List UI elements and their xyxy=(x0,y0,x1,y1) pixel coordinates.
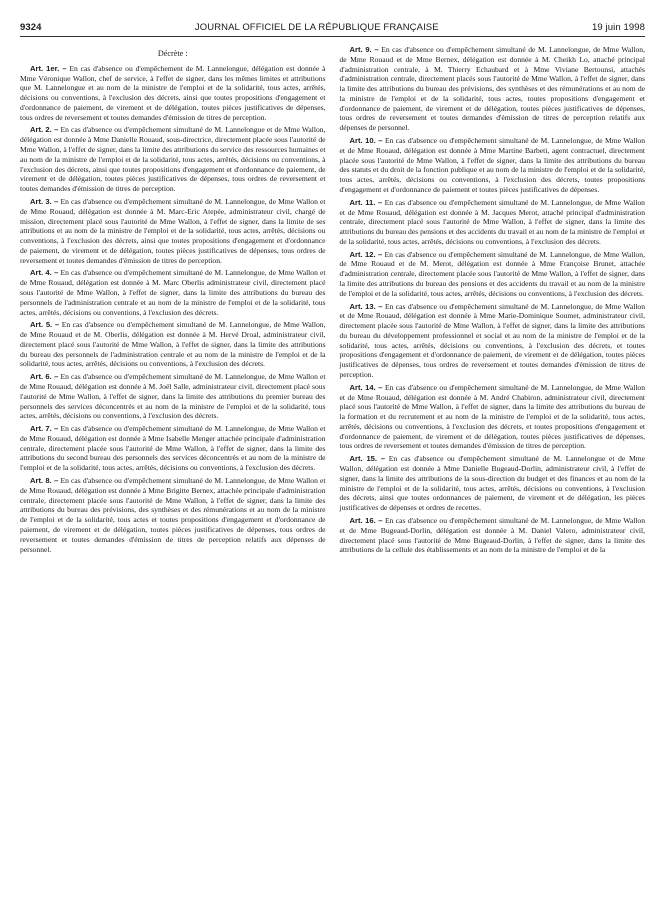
article-label: Art. 11. – xyxy=(349,197,383,207)
article-6 xyxy=(20,372,326,421)
article-columns xyxy=(20,45,645,558)
article-7 xyxy=(20,424,326,473)
article-text: En cas d'absence ou d'empêchement simultané de M. Lannelongue, de Mme Wallon et de Mme Rouaud, délégation est donnée à Mme Brigitte Bernex, attachée principale d'administration centrale, directement placée sous l'autorité de Mme Wallon, à l'effet de signer, dans la limite des attributions du bureau des prévisions, des synthèses et des rémunérations et au nom de la ministre de l'emploi et de la solidarité, tous actes et toutes propositions d'engagement et d'ordonnance de paiement, de virement et de délégation, toutes pièces justificatives de dépenses, tous ordres de reversement et toutes demandes d'émission de titres de perception relatifs aux dépenses de personnel. xyxy=(20,476,326,554)
article-text: En cas d'absence ou d'empêchement simultané de M. Lannelongue, de Mme Wallon et de Mme Rouaud, délégation est donnée à Mme Martine Barbeti, agent contractuel, directement placée sous l'autorité de Mme Wallon, à l'effet de signer, dans la limite des attributions du bureau des statuts et du droit de la fonction publique et au nom de la ministre de l'emploi et de la solidarité, tous actes, arrêtés, décisions ou conventions, à l'exclusion des décrets, toutes propositions d'engagement et d'ordonnance de paiement et toutes pièces justificatives de dépenses. xyxy=(339,136,646,194)
article-15 xyxy=(340,454,646,513)
article-text: En cas d'absence ou d'empêchement simultané de M. Lannelongue, de Mme Wallon et de Mme Rouaud, délégation est donnée à M. Joël Salle, administrateur civil, directement placé sous l'autorité de Mme Wallon, à l'effet de signer, dans la limite des attributions du premier bureau des personnels des services déconcentrés et au nom de la ministre de l'emploi et de la solidarité, tous actes, arrêtés, décisions ou conventions, à l'exclusion des décrets. xyxy=(20,372,326,421)
article-label: Art. 2. – xyxy=(30,125,59,135)
article-label: Art. 5. – xyxy=(30,320,60,330)
article-text: En cas d'absence ou d'empêchement simultané de M. Lannelongue, de Mme Wallon et de Mme Rouaud, délégation est donnée à Mme Isabelle Menger attachée principale d'administration centrale, directement placée sous l'autorité de Mme Wallon, à l'effet de signer, dans la limite des attributions du second bureau des personnels des services déconcentrés et au nom de la ministre de l'emploi et de la solidarité, tous actes, arrêtés, décisions ou conventions, à l'exclusion des décrets. xyxy=(20,424,326,473)
article-text: En cas d'absence ou d'empêchement simultané de M. Lannelongue, de Mme Wallon et de Mme Rouaud, délégation est donnée à Mme Marie-Dominique Soumet, administrateur civil, directement placée sous l'autorité de Mme Wallon, à l'effet de signer, dans la limite des attributions du bureau du développement professionnel et social et au nom de la ministre de l'emploi et de la solidarité, tous actes, arrêtés, décisions ou conventions, à l'exclusion des décrets, et toutes propositions d'engagement et d'ordonnance de paiement, de virement et de délégation, toutes pièces justificatives de dépenses, tous ordres de reversement et toutes demandes d'émission de titres de perception. xyxy=(339,301,646,379)
article-text: En cas d'absence ou d'empêchement simultané de M. Lannelongue et de Mme Wallon, délégation est donnée à Mme Danielle Rouaud, sous-directrice, directement placée sous l'autorité de Mme Wallon, à l'effet de signer, dans la limite des attributions du service des ressources humaines et au nom de la ministre de l'emploi et de la solidarité, tous actes, arrêtés, décisions ou conventions, à l'exclusion des décrets, ainsi que toutes propositions d'engagement et d'ordonnance de paiement, de virement et de délégation, toutes pièces justificatives de dépenses, tous ordres de reversement et toutes demandes d'émission de titres de perception. xyxy=(20,125,326,194)
page-number: 9324 xyxy=(20,22,42,33)
article-label: Art. 3. – xyxy=(30,196,59,206)
page-header xyxy=(20,22,645,37)
article-text: En cas d'absence ou d'empêchement simultané de M. Lannelongue, de Mme Wallon, de Mme Rouaud et de Mme Bernex, délégation est donnée à M. Cheikh Lo, attaché principal d'administration centrale, à M. Thierry Echaubard et à Mme Viviane Bertounsi, attachés d'administration centrale, directement placés sous l'autorité de Mme Wallon, à l'effet de signer, dans la limite des attributions du bureau des prévisions, des synthèses et des rémunérations et au nom de la ministre de l'emploi et de la solidarité, tous actes, toutes propositions d'engagement et d'ordonnance de paiement, de virement et de délégation, toutes pièces justificatives de dépenses, tous ordres de reversement et toutes demandes d'émission de titres de perception relatifs aux dépenses de personnel. xyxy=(339,45,646,133)
article-label: Art. 7. – xyxy=(30,424,59,434)
article-label: Art. 4. – xyxy=(30,268,59,278)
article-14 xyxy=(340,383,646,451)
article-12 xyxy=(340,250,646,299)
article-label: Art. 10. – xyxy=(349,136,383,146)
article-text: En cas d'absence ou d'empêchement simultané de M. Lannelongue, de Mme Wallon, de Mme Rouaud et de M. Merot, délégation est donnée à Mme Françoise Brunet, attachée d'administration centrale, directement placée sous l'autorité de Mme Wallon, à l'effet de signer, dans la limite des attributions du bureau des pensions et des accidents du travail et au nom de la ministre de l'emploi et de la solidarité, tous actes, arrêtés, décisions ou conventions, à l'exclusion des décrets. xyxy=(339,249,646,298)
article-10 xyxy=(340,136,646,195)
article-text: En cas d'absence ou d'empêchement simultané de M. Lannelongue et de Mme Wallon, délégation est donnée à Mme Danielle Bugeaud-Dorlin, administrateur civil, à l'effet de signer, dans la limite des attributions de la sous-direction du budget et des finances et au nom de la ministre de l'emploi et de la solidarité, tous actes, arrêtés, décisions ou conventions, à l'exclusion des décrets, ainsi que toutes ordonnances de paiement, de virement et de délégation, les pièces justificatives de dépenses et ordres de recettes. xyxy=(339,454,645,513)
journal-title: JOURNAL OFFICIEL DE LA RÉPUBLIQUE FRANÇAISE xyxy=(194,22,439,33)
article-3 xyxy=(20,197,326,265)
article-label: Art. 1er. – xyxy=(30,63,67,73)
article-2 xyxy=(20,125,326,193)
article-4 xyxy=(20,268,326,317)
article-text: En cas d'absence ou d'empêchement simultané de M. Lannelongue, de Mme Wallon et de Mme Rouaud, délégation est donnée à M. Jacques Merot, attaché principal d'administration centrale, directement placé sous l'autorité de Mme Wallon, à l'effet de signer, dans la limite des attributions du bureau des pensions et des accidents du travail et au nom de la ministre de l'emploi et de la solidarité, tous actes, arrêtés, décisions ou conventions, à l'exclusion des décrets. xyxy=(339,197,645,246)
article-11 xyxy=(340,198,646,247)
article-label: Art. 15. – xyxy=(349,454,386,464)
article-text: En cas d'absence ou d'empêchement simultané de M. Lannelongue, de Mme Wallon et de Mme Rouaud, délégation est donnée à M. Marc-Eric Atepée, administrateur civil, chargé de mission, directement placé sous l'autorité de Mme Wallon, à l'effet de signer, dans la limite de ses attributions et au nom de la ministre de l'emploi et de la solidarité, tous actes, arrêtés, décisions ou conventions, à l'exclusion des décrets, ainsi que toutes propositions d'engagement et d'ordonnance de paiement, de virement et de délégation, toutes pièces justificatives de dépenses, tous ordres de reversement et toutes demandes d'émission de titres de perception. xyxy=(20,196,326,265)
article-13 xyxy=(340,302,646,380)
left-column xyxy=(20,45,326,558)
publication-date: 19 juin 1998 xyxy=(592,22,645,33)
article-text: En cas d'absence ou d'empêchement simultané de M. Lannelongue, de Mme Wallon, de Mme Rouaud et de M. Oberlis, délégation est donnée à M. Hervé Droal, administrateur civil, directement placé sous l'autorité de Mme Wallon, à l'effet de signer, dans la limite des attributions du bureau des personnels de l'administration centrale et au nom de la ministre de l'emploi et de la solidarité, tous actes, arrêtés, décisions ou conventions, à l'exclusion des décrets. xyxy=(20,320,326,369)
article-16 xyxy=(340,516,646,555)
article-label: Art. 14. – xyxy=(349,382,383,392)
article-label: Art. 6. – xyxy=(30,372,59,382)
article-label: Art. 12. – xyxy=(349,249,383,259)
article-text: En cas d'absence ou d'empêchement simultané de M. Lannelongue, de Mme Wallon et de Mme Rouaud, délégation est donnée à M. Marc Oberlis administrateur civil, directement placé sous l'autorité de Mme Wallon, à l'effet de signer, dans la limite des attributions du bureau des personnels de l'administration centrale et au nom de la ministre de l'emploi et de la solidarité, tous actes, arrêtés, décisions ou conventions, à l'exclusion des décrets. xyxy=(20,268,326,317)
article-text: En cas d'absence ou d'empêchement simultané de M. Lannelongue, de Mme Wallon et de Mme Rouaud, délégation est donnée à M. André Chabiron, administrateur civil, directement placé sous l'autorité de Mme Wallon, à l'effet de signer, dans la limite des attributions du bureau de la formation et du recrutement et au nom de la ministre de l'emploi et de la solidarité, tous actes, arrêtés, décisions ou conventions, à l'exclusion des décrets, et toutes propositions d'engagement et d'ordonnance de paiement, de virement et de délégation, toutes pièces justificatives de dépenses, tous ordres de reversement et toutes demandes d'émission de titres de perception. xyxy=(339,382,646,451)
article-9 xyxy=(340,45,646,133)
decree-heading: Décrète : xyxy=(157,49,188,58)
article-label: Art. 13. – xyxy=(349,301,383,311)
article-label: Art. 16. – xyxy=(349,515,383,525)
article-1 xyxy=(20,64,326,123)
right-column xyxy=(340,45,646,558)
article-8 xyxy=(20,476,326,554)
article-label: Art. 9. – xyxy=(349,45,379,54)
article-text: En cas d'absence ou d'empêchement simultané de M. Lannelongue, de Mme Wallon et de Mme Bugeaud-Dorlin, délégation est donnée à M. Daniel Valero, administrateur civil, directement placé sous l'autorité de Mme Bugeaud-Dorlin, à l'effet de signer, dans la limite des attributions de la cellule des établissements et au nom de la ministre de l'emploi et de la xyxy=(339,515,646,555)
article-5 xyxy=(20,320,326,369)
article-label: Art. 8. – xyxy=(30,476,59,486)
article-text: En cas d'absence ou d'empêchement de M. Lannelongue, délégation est donnée à Mme Véronique Wallon, chef de service, à l'effet de signer, dans les mêmes limites et attributions que M. Lannelongue et au nom de la ministre de l'emploi et de la solidarité, tous actes, arrêtés, décisions ou conventions, à l'exclusion des décrets, ainsi que toutes propositions d'engagement et d'ordonnance de paiement, de virement et de délégation, toutes pièces justificatives de dépenses, tous ordres de reversement et toutes demandes d'émission de titres de perception. xyxy=(20,63,326,122)
